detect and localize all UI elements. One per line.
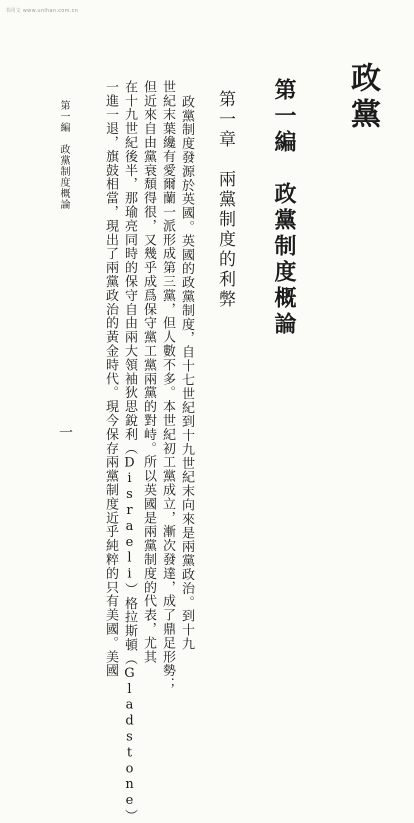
running-head: 第一編 政黨制度概論 <box>58 100 69 210</box>
body-column-5: 一進一退，旗鼓相當，現出了兩黨政治的黃金時代。現今保存兩黨制度近乎純粹的只有美國。美國 <box>103 80 118 678</box>
body-column-3: 但近來自由黨衰頹得很，又幾乎成爲保守黨工黨兩黨的對峙。所以英國是兩黨制度的代表，尤其 <box>141 80 156 664</box>
page-number: 一 <box>57 425 73 439</box>
body-column-2: 世紀末葉纔有愛爾蘭一派形成第三黨，但人數不多。本世紀初工黨成立，漸次發達，成了鼎足形勢； <box>160 80 175 692</box>
chapter-title: 第一章 兩黨制度的利弊 <box>215 90 235 310</box>
book-title: 政黨 <box>345 62 380 134</box>
body-column-1: 政黨制度發源於英國。英國的政黨制度，自十七世紀到十九世紀末向來是兩黨政治。到十九 <box>179 95 194 651</box>
watermark: 书同文 www.unihan.com.cn <box>5 8 79 14</box>
body-column-4: 在十九世紀後半，那瑜亮同時的保守自由兩大領袖狄思銳利（Disraeli）格拉斯頓（Gladstone） <box>122 80 137 823</box>
part-title: 第一編 政黨制度概論 <box>271 78 297 338</box>
